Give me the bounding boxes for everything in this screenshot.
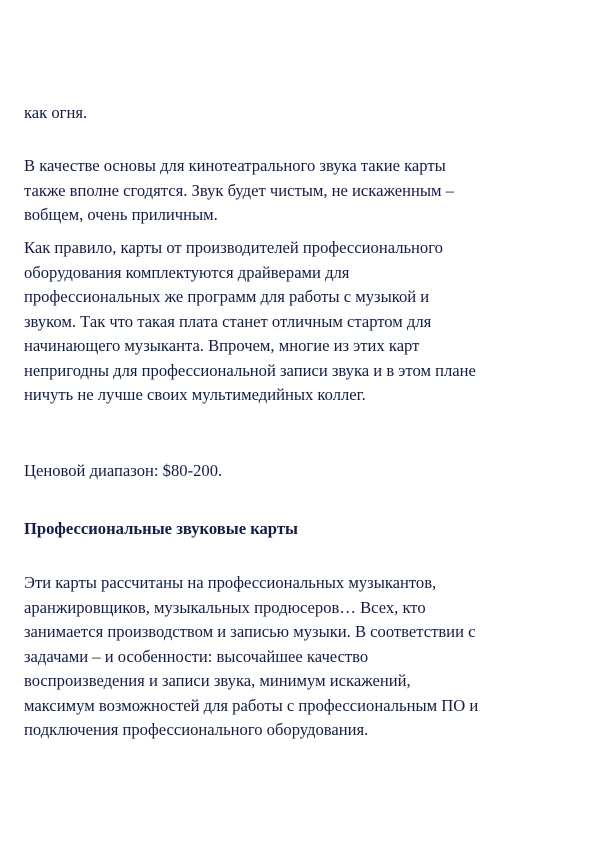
paragraph-intro-end bbox=[24, 101, 584, 126]
text-line: Как правило, карты от производителей профессионального bbox=[24, 238, 443, 257]
text-line: звуком. Так что такая плата станет отличным стартом для bbox=[24, 311, 432, 331]
text-line: оборудования комплектуются драйверами для bbox=[24, 262, 350, 282]
text-line: занимается производством и записью музыки. В соответствии с bbox=[24, 622, 476, 641]
text-line: ничуть не лучше своих мультимедийных коллег. bbox=[24, 385, 366, 404]
text-line: В качестве основы для кинотеатрального звука такие карты bbox=[24, 156, 446, 175]
text-line: задачами – и особенности: высочайшее качество bbox=[24, 646, 369, 666]
heading-text: Профессиональные звуковые карты bbox=[24, 519, 298, 538]
paragraph-cinema-sound bbox=[24, 154, 584, 228]
text-line: непригодны для профессиональной записи звука и в этом плане bbox=[24, 360, 476, 380]
text-line: также вполне сгодятся. Звук будет чистым, не искаженным – bbox=[24, 180, 454, 200]
paragraph-drivers bbox=[24, 236, 584, 408]
text-line: аранжировщиков, музыкальных продюсеров… Всех, кто bbox=[24, 597, 426, 617]
text-line: воспроизведения и записи звука, минимум искажений, bbox=[24, 671, 411, 690]
text-line: Эти карты рассчитаны на профессиональных музыкантов, bbox=[24, 573, 437, 592]
text-line: Ценовой диапазон: $80-200. bbox=[24, 461, 223, 480]
text-line: профессиональных же программ для работы с музыкой и bbox=[24, 287, 430, 306]
section-heading bbox=[24, 517, 584, 542]
text-line: максимум возможностей для работы с профессиональным ПО и bbox=[24, 695, 479, 715]
paragraph-price-range bbox=[24, 459, 584, 484]
text-line: подключения профессионального оборудования. bbox=[24, 720, 369, 739]
text-line: вобщем, очень приличным. bbox=[24, 205, 218, 224]
text-line: как огня. bbox=[24, 103, 88, 122]
text-line: начинающего музыканта. Впрочем, многие из этих карт bbox=[24, 336, 420, 355]
paragraph-pro-cards bbox=[24, 571, 584, 743]
